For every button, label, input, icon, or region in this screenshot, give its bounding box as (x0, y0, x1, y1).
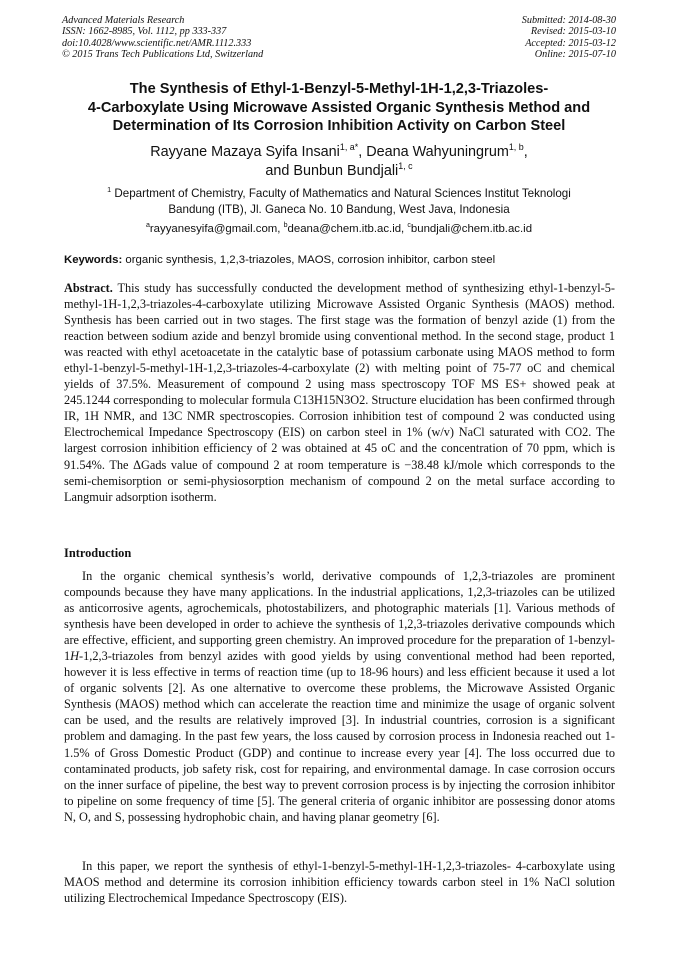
authors-line-2 (40, 162, 638, 181)
abstract (64, 280, 615, 505)
author-emails (40, 222, 638, 236)
affiliation (70, 186, 608, 218)
affiliation-line-1 (70, 186, 608, 202)
affiliation-text-1: Department of Chemistry, Faculty of Mathematics and Natural Sciences Institut Teknologi (111, 187, 571, 200)
journal-header-right (522, 15, 616, 61)
keywords (64, 253, 619, 267)
affiliation-mark: 1 (107, 185, 112, 195)
introduction-paragraph-1 (64, 568, 615, 825)
author-conjunction: and (265, 163, 294, 179)
email-a: rayyanesyifa@gmail.com, (149, 223, 284, 235)
intro-p1-text-a: In the organic chemical synthesis’s world, derivative compounds of 1,2,3-triazoles are prominent compounds because they have many applications. In the industrial applications, 1,2,3-triazoles can be utilized as anticorrosive agents, agrochemicals, photostabilizers, and photographic materials [1]. Various methods of synthesis have been developed in order to achieve the synthesis of 1,2,3-triazoles derivative compounds which are effective, efficient, and supporting green chemistry. An improved procedure for the preparation of 1-benzyl-1 (64, 569, 615, 664)
intro-p1-text-b: -1,2,3-triazoles from benzyl azides with good yields by using conventional method had been reported, however it is less effective in terms of reaction time (up to 18-96 hours) and less efficient because it used a lot of organic solvents [2]. As one alternative to overcome these problems, the Microwave Assisted Organic Synthesis (MAOS) method which can accelerate the reaction time and minimize the usage of organic solvent can be used, and the results are relatively improved [3]. In industrial countries, corrosion is a significant problem and damaging. In the past few years, the loss caused by corrosion process in Indonesia reached out 1-1.5% of Gross Domestic Product (GDP) and continue to increase every year [4]. The loss occurred due to contaminated products, job safety risk, cost for repairing, and environmental damage. In case corrosion occurs on the inner surface of pipeline, the best way to prevent corrosion process is by injecting the corrosion inhibitor to pipeline on some frequency of time [5]. The general criteria of organic inhibitor are possessing donor atoms N, O, and S, possessing hydrophobic chain, and having planar geometry [6]. (64, 649, 615, 824)
introduction-paragraph-2: In this paper, we report the synthesis of ethyl-1-benzyl-5-methyl-1H-1,2,3-triazoles- 4-carboxylate using MAOS method and determine its corrosion inhibition efficiency towards carbon steel in 1% NaCl solution utilizing Electrochemical Impedance Spectroscopy (EIS). (64, 859, 615, 906)
author-1-name: Rayyane Mazaya Syifa Insani (150, 144, 340, 160)
author-3-name: Bunbun Bundjali (293, 163, 399, 179)
author-1-affil-mark: 1, a* (339, 142, 359, 153)
journal-name: Advanced Materials Research (62, 15, 185, 26)
author-separator: , (523, 144, 528, 160)
paper-title (40, 80, 638, 136)
journal-copyright: © 2015 Trans Tech Publications Ltd, Switzerland (62, 49, 264, 61)
journal-header-left (62, 15, 263, 61)
affiliation-line-2: Bandung (ITB), Jl. Ganeca No. 10 Bandung, West Java, Indonesia (168, 203, 510, 216)
keywords-label: Keywords: (64, 254, 123, 266)
abstract-label: Abstract. (64, 281, 113, 295)
intro-p1-italic: H (70, 649, 80, 664)
author-list (40, 143, 638, 181)
author-2-affil-mark: 1, b (508, 142, 524, 153)
author-2-name: Deana Wahyuningrum (366, 144, 509, 160)
email-b: deana@chem.itb.ac.id, (287, 223, 408, 235)
email-a-mark: a (145, 222, 150, 230)
email-c-mark: c (407, 222, 411, 230)
email-b-mark: b (283, 222, 288, 230)
title-line-2: 4-Carboxylate Using Microwave Assisted Organic Synthesis Method and (87, 99, 591, 116)
authors-line-1 (40, 143, 638, 162)
author-separator: , (358, 144, 367, 160)
date-online: Online: 2015-07-10 (534, 49, 616, 61)
date-accepted: Accepted: 2015-03-12 (525, 37, 616, 49)
email-c: bundjali@chem.itb.ac.id (410, 223, 533, 235)
title-line-3: Determination of Its Corrosion Inhibition Activity on Carbon Steel (112, 118, 566, 135)
introduction-heading: Introduction (64, 546, 132, 560)
journal-issn: ISSN: 1662-8985, Vol. 1112, pp 333-337 (62, 26, 227, 38)
keywords-text: organic synthesis, 1,2,3-triazoles, MAOS, corrosion inhibitor, carbon steel (122, 254, 496, 266)
journal-doi: doi:10.4028/www.scientific.net/AMR.1112.333 (62, 37, 252, 49)
title-line-1: The Synthesis of Ethyl-1-Benzyl-5-Methyl-1H-1,2,3-Triazoles- (129, 81, 549, 97)
date-submitted: Submitted: 2014-08-30 (521, 15, 616, 26)
abstract-text: This study has successfully conducted the development method of synthesizing ethyl-1-benzyl-5-methyl-1H-1,2,3-triazoles-4-carboxylate utilizing Microwave Assisted Organic Synthesis (MAOS) method. Synthesis has been carried out in two stages. The first stage was the formation of benzyl azide (1) from the reaction between sodium azide and benzyl bromide using conventional method. In the second stage, product 1 was reacted with ethyl acetoacetate in the catalytic base of potassium carbonate using MAOS method to form ethyl-1-benzyl-5-methyl-1H-1,2,3-triazoles-4-carboxylate (2) with melting point of 75-77 oC and chemical yields of 37.5%. Measurement of compound 2 using mass spectroscopy TOF MS ES+ showed peak at 245.1244 corresponding to molecular formula C13H15N3O2. Structure elucidation has been confirmed through IR, 1H NMR, and 13C NMR spectroscopies. Corrosion inhibition test of compound 2 was conducted using Electrochemical Impedance Spectroscopy (EIS) on carbon steel in 1% (w/v) NaCl saturated with CO2. The largest corrosion inhibition efficiency of 2 was obtained at 45 oC and the concentration of 70 ppm, which is 91.54%. The ΔGads value of compound 2 at room temperature is −38.48 kJ/mole which corresponds to the semi-chemisorption or semi-physiosorption mechanism of compound 2 on the metal surface according to Langmuir adsorption isotherm. (64, 281, 615, 504)
date-revised: Revised: 2015-03-10 (530, 26, 616, 38)
author-3-affil-mark: 1, c (398, 161, 413, 172)
